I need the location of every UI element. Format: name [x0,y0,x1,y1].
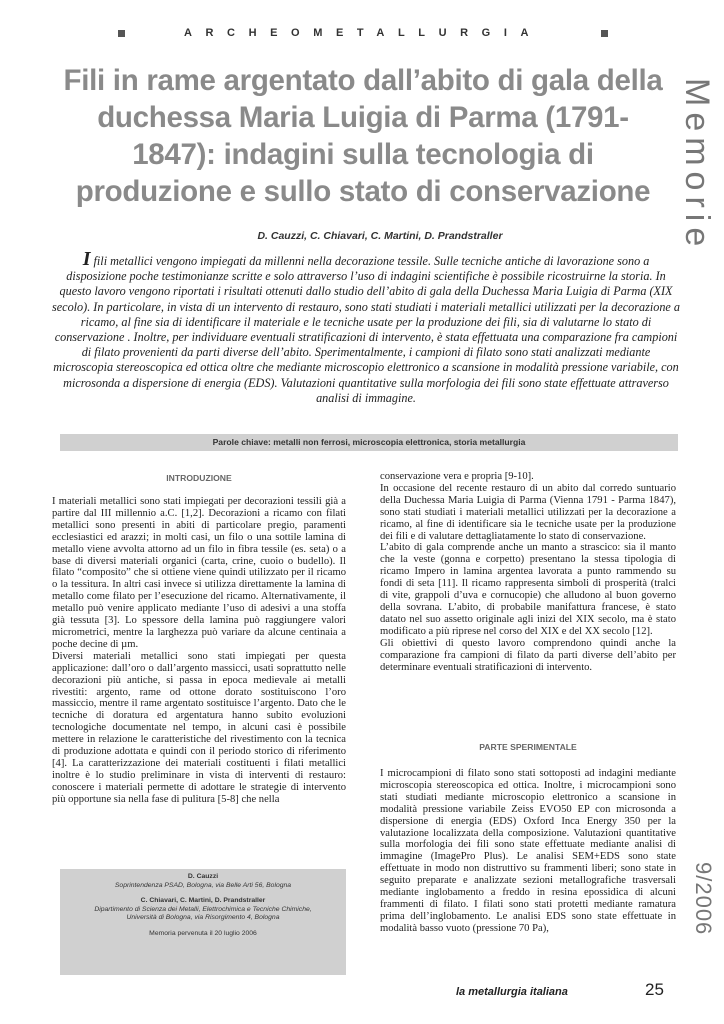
affil-author-1: D. Cauzzi [187,873,219,880]
right-paragraph-3: L’abito di gala comprende anche un manto a strascico: sia il manto che la veste (gonna e corpetto) presentano la stessa tipologia di ricamo Impero in lamina argentea lavorata a punto rammendo su fondi di seta [11]. Il ricamo rappresenta simboli di prosperità (tralci di vite, grappoli d’uva e cornucopie) che alludono al buon governo della sovrana. L’abito, di probabile manifattura francese, è stato datato nel suo assetto originale agli inizi del XIX secolo, ma è stato modificato a più riprese nel corso del XIX e del XX secolo [12]. [380,542,676,637]
section-header [118,26,608,40]
right-paragraph-1: conservazione vera e propria [9-10]. [380,471,534,482]
header-left-square [118,30,125,37]
left-column [52,496,346,806]
received-date: Memoria pervenuta il 20 luglio 2006 [149,929,257,937]
section-label: ARCHEOMETALLURGIA [183,27,543,39]
side-issue-date: 9/2006 [691,862,716,936]
abstract [52,248,680,406]
affil-address-2a: Dipartimento di Scienza dei Metalli, Elettrochimica e Tecniche Chimiche, [94,905,312,913]
page-number: 25 [645,980,664,999]
header-right-square [601,30,608,37]
abstract-dropcap: I [82,248,91,270]
intro-paragraph-1: I materiali metallici sono stati impiegati per decorazioni tessili già a partire dal III millennio a.C. [1,2]. Decorazioni a ricamo con filati metallici sono presenti in abiti di particolare pregio, paramenti ecclesiastici ed arazzi; in molti casi, un filo o una sottile lamina di metallo viene avvolta attorno ad un filo in fibra tessile (es. seta) o a base di diversi materiali organici (carta, crine, cuoio o budello). Il filato “composito” che si ottiene viene quindi utilizzato per il ricamo o la tessitura. In altri casi invece si utilizza direttamente la lamina di metallo come filato per l’esecuzione del ricamo. Alternativamente, il metallo può venire applicato mediante l’uso di adesivi a una stoffa già tessuta [3]. Lo spessore della lamina può raggiungere valori micrometrici, mentre la larghezza può variare da alcune centinaia a poche decine di µm. [52,496,346,650]
article-authors: D. Cauzzi, C. Chiavari, C. Martini, D. Prandstraller [257,230,503,242]
experimental-heading: PARTE SPERIMENTALE [479,742,577,752]
journal-name: la metallurgia italiana [456,986,568,998]
intro-paragraph-2: Diversi materiali metallici sono stati impiegati per questa applicazione: dall’oro o dall’argento massicci, usati soprattutto nelle decorazioni più antiche, si passa in epoca medievale ai metalli rivestiti: argento, rame od ottone dorato sostituiscono l’oro massiccio, mentre il rame argentato sostituisce l’argento. Dato che le tecniche di doratura ed argentatura hanno subito evoluzioni tecnologiche documentate nel tempo, in alcuni casi è possibile mettere in relazione le caratteristiche del rivestimento con la tecnica di produzione adottata e quindi con il periodo storico di riferimento [4]. La caratterizzazione dei materiali costituenti i filati metallici inoltre è lo studio preliminare in vista di interventi di restauro: conoscere i materiali permette di adottare le strategie di intervento più opportune sia nella fase di pulitura [5-8] che nella [52,650,346,805]
keywords-bar: Parole chiave: metalli non ferrosi, microscopia elettronica, storia metallurgia [60,434,678,451]
intro-heading: INTRODUZIONE [166,473,232,483]
affil-authors-2: C. Chiavari, C. Martini, D. Prandstraller [140,897,266,905]
experimental-paragraph: I microcampioni di filato sono stati sottoposti ad indagini mediante microscopia stereoscopica ed ottica. Inoltre, i microcampioni sono stati studiati mediante microscopio elettronico a scansione in modalità pressione variabile Zeiss EVO50 EP con microsonda a dispersione di energia (EDS) Oxford Inca Energy 350 per la valutazione localizzata della composizione. Valutazioni quantitative sulla morfologia dei fili sono state effettuate mediante analisi di immagine (ImagePro Plus). Le analisi SEM+EDS sono state effettuate in modo non distruttivo su frammenti liberi; sono state in seguito preparate e analizzate sezioni metallografiche trasversali mediante inglobamento a freddo in resina epossidica di alcuni frammenti di filato. I filati sono stati protetti mediante ramatura prima dell’inglobamento. Le analisi EDS sono state effettuate in modalità basso vuoto (pressione 70 Pa), [380,768,676,934]
article-title: Fili in rame argentato dall’abito di gala della duchessa Maria Luigia di Parma (1791-1847): indagini sulla tecnologia di produzione e sullo stato di conservazione [63,64,663,208]
affiliations-box [60,869,346,975]
abstract-text: fili metallici vengono impiegati da millenni nella decorazione tessile. Sulle tecniche antiche di lavorazione sono a disposizione poche testimonianze scritte e solo attraverso l’uso di indagini scientifiche è possibile ricostruirne la storia. In questo lavoro vengono riportati i risultati ottenuti dallo studio dell’abito di gala della Duchessa Maria Luigia di Parma (XIX secolo). In particolare, in vista di un intervento di restauro, sono stati studiati i materiali metallici utilizzati per la decorazione a ricamo, al fine sia di identificare il materiale e le tecniche usate per la produzione dei fili, sia di valutarne lo stato di conservazione . Inoltre, per individuare eventuali stratificazioni di intervento, è stata effettuata una comparazione fra campioni di filato provenienti da parti diverse dell’abito. Sperimentalmente, i campioni di filato sono stati analizzati mediante microscopia stereoscopica ed ottica oltre che mediante microscopio elettronico a scansione in modalità pressione variabile, con microsonda a dispersione di energia (EDS). Valutazioni quantitative sulla morfologia dei fili sono state effettuate attraverso analisi di immagine. [52,254,680,405]
affil-address-1: Soprintendenza PSAD, Bologna, via Belle Arti 56, Bologna [114,881,292,889]
right-paragraph-2: In occasione del recente restauro di un abito dal corredo suntuario della Duchessa Maria Luigia di Parma (Vienna 1791 - Parma 1847), sono stati studiati i materiali metallici utilizzati per la decorazione a ricamo, al fine di identificare sia le tecniche usate per la produzione dei fili e di valutare dettagliatamente lo stato di conservazione. [380,482,676,542]
right-paragraph-4: Gli obiettivi di questo lavoro comprendono quindi anche la comparazione fra campioni di filato da parti diverse dell’abito per determinare eventuali stratificazioni di intervento. [380,637,676,673]
right-column [380,471,676,673]
affil-address-2b: Università di Bologna, via Risorgimento 4, Bologna [126,914,280,922]
side-label-memorie: Memorie [678,77,716,253]
experimental-column [380,768,676,935]
